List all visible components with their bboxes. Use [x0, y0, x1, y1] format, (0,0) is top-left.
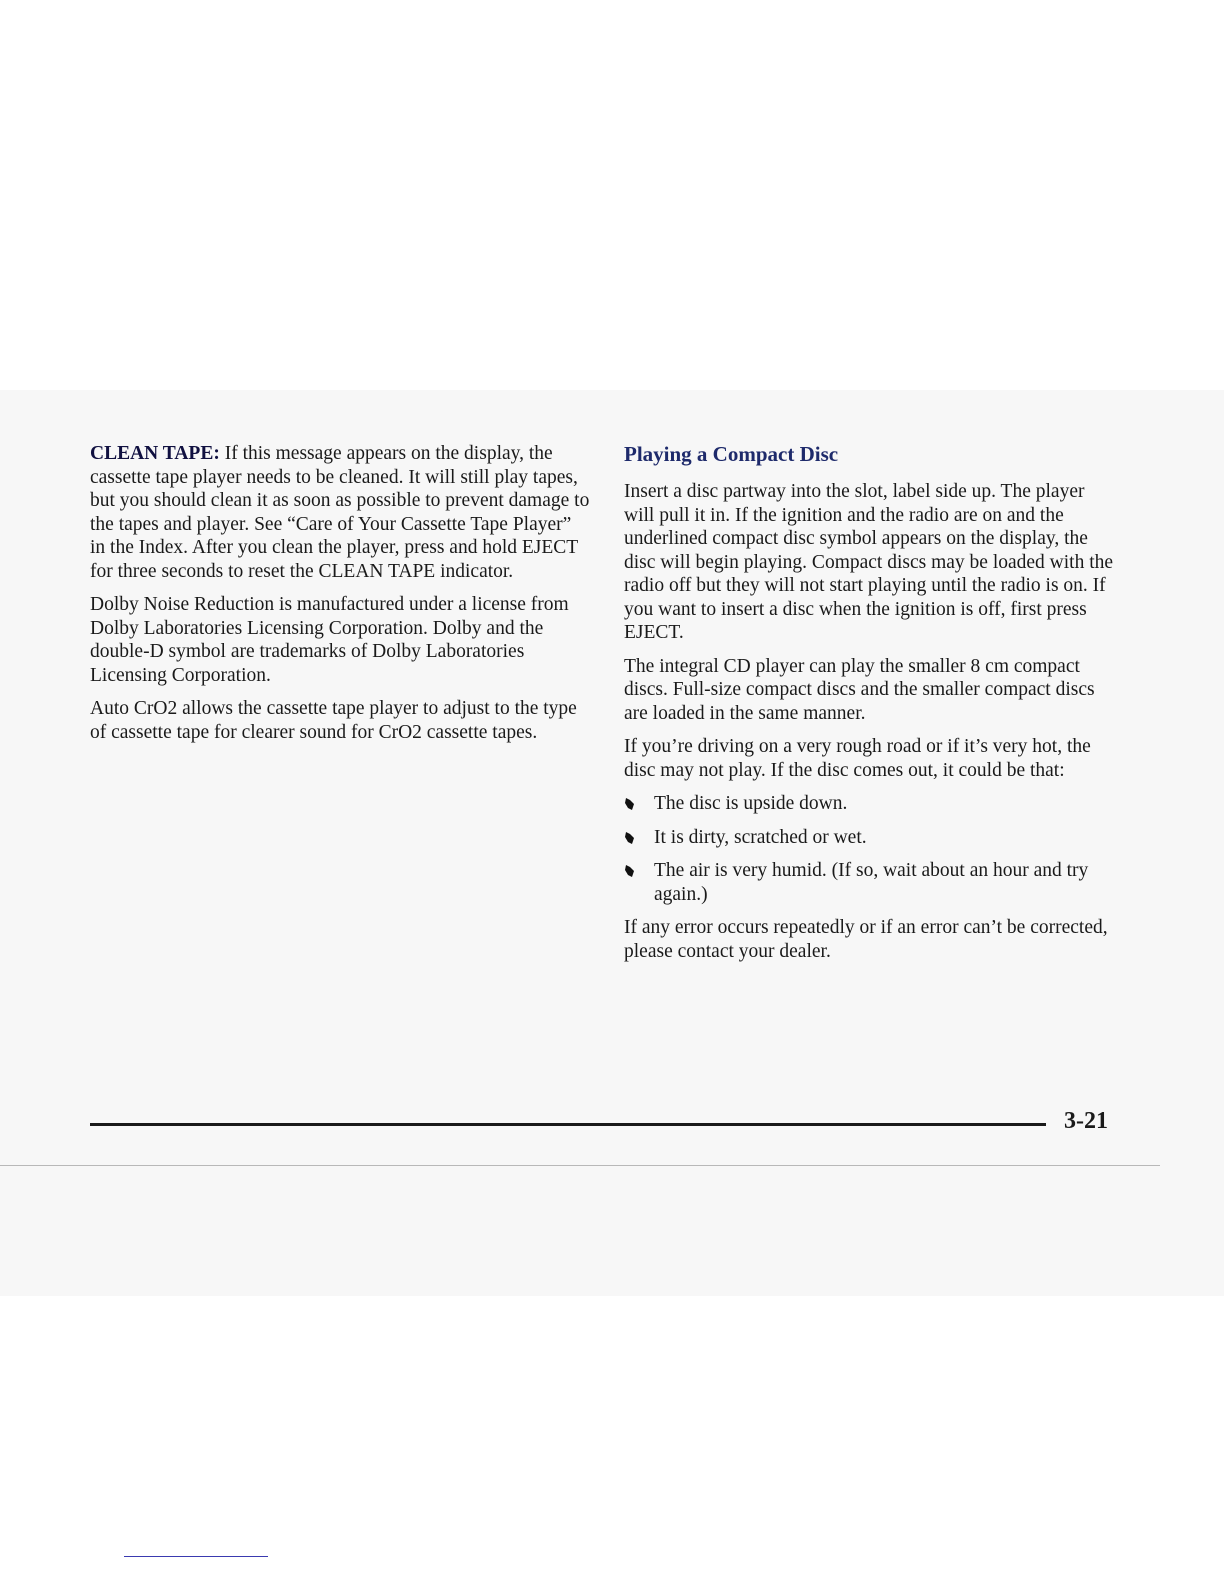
bullet-icon — [624, 797, 636, 811]
causes-list — [624, 792, 1114, 906]
footer-rule — [90, 1123, 1046, 1126]
bullet-icon — [624, 831, 636, 845]
dolby-paragraph: Dolby Noise Reduction is manufactured under a license from Dolby Laboratories Licensing Corporation. Dolby and the double-D symbol are trademarks of Dolby Laboratories Licensing Corporation. — [90, 594, 569, 686]
left-column — [90, 442, 590, 754]
list-item — [624, 792, 1114, 816]
insert-disc-paragraph: Insert a disc partway into the slot, label side up. The player will pull it in. If the ignition and the radio are on and the underlined compact disc symbol appears on the display, the disc will begin playing. Compact discs may be loaded with the radio off but they will not start playing until the radio is on. If you want to insert a disc when the ignition is off, first press EJECT. — [624, 481, 1114, 643]
auto-cro2-paragraph: Auto CrO2 allows the cassette tape player to adjust to the type of cassette tape for clearer sound for CrO2 cassette tapes. — [90, 698, 577, 743]
list-item — [624, 826, 1114, 850]
list-item-text: The air is very humid. (If so, wait about an hour and try again.) — [654, 860, 1089, 905]
right-column — [624, 442, 1114, 973]
rough-road-paragraph: If you’re driving on a very rough road or if it’s very hot, the disc may not play. If the disc comes out, it could be that: — [624, 736, 1091, 781]
page-edge-rule — [0, 1165, 1160, 1166]
bullet-icon — [624, 864, 636, 878]
list-item-text: The disc is upside down. — [654, 793, 848, 814]
list-item — [624, 859, 1114, 906]
clean-tape-lead: CLEAN TAPE: — [90, 443, 220, 464]
contact-dealer-paragraph: If any error occurs repeatedly or if an error can’t be corrected, please contact your dealer. — [624, 917, 1108, 962]
integral-cd-paragraph: The integral CD player can play the smaller 8 cm compact discs. Full-size compact discs and the smaller compact discs are loaded in the same manner. — [624, 655, 1095, 724]
list-item-text: It is dirty, scratched or wet. — [654, 826, 867, 848]
page-number: 3-21 — [1064, 1108, 1108, 1134]
section-heading: Playing a Compact Disc — [624, 442, 839, 466]
clean-tape-text: If this message appears on the display, the cassette tape player needs to be cleaned. It will still play tapes, but you should clean it as soon as possible to prevent damage to the tapes and player. See “Care of Your Cassette Tape Player” in the Index. After you clean the player, press and hold EJECT for three seconds to reset the CLEAN TAPE indicator. — [90, 443, 590, 582]
bottom-mark — [124, 1556, 268, 1557]
clean-tape-paragraph — [90, 442, 590, 583]
